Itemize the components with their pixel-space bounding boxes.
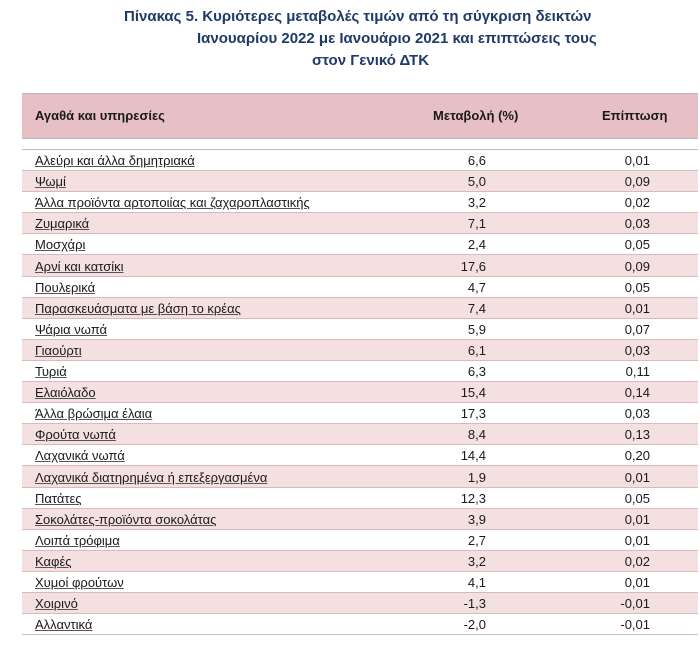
row-change-value: -2,0	[463, 617, 486, 633]
row-change-value: 1,9	[467, 469, 486, 485]
row-change-value: 8,4	[467, 427, 486, 443]
table-row	[22, 298, 698, 319]
row-effect-value: 0,14	[624, 385, 650, 401]
header-change-percent: Μεταβολή (%)	[433, 108, 519, 123]
table-row	[22, 572, 698, 593]
row-item-name: Άλλα προϊόντα αρτοποιίας και ζαχαροπλαστικής	[35, 195, 310, 211]
row-effect-value: 0,09	[624, 174, 650, 190]
row-change-value: 3,9	[467, 511, 486, 527]
header-spacer	[22, 139, 698, 150]
table-row	[22, 593, 698, 614]
row-change-value: 15,4	[460, 385, 486, 401]
row-item-name: Καφές	[35, 553, 72, 569]
row-change-value: 2,4	[467, 237, 486, 253]
table-row	[22, 382, 698, 403]
row-effect-value: -0,01	[620, 617, 650, 633]
table-row	[22, 255, 698, 276]
row-item-name: Πουλερικά	[35, 279, 96, 295]
table-row	[22, 171, 698, 192]
row-item-name: Ψωμί	[35, 174, 66, 190]
table-row	[22, 340, 698, 361]
table-row	[22, 213, 698, 234]
row-item-name: Χοιρινό	[35, 596, 78, 612]
row-effect-value: 0,01	[624, 300, 650, 316]
row-change-value: 7,4	[467, 300, 486, 316]
price-changes-table	[22, 93, 698, 635]
table-row	[22, 192, 698, 213]
row-item-name: Λαχανικά νωπά	[35, 448, 125, 464]
row-effect-value: 0,01	[624, 532, 650, 548]
row-item-name: Αλεύρι και άλλα δημητριακά	[35, 153, 195, 169]
row-effect-value: 0,03	[624, 406, 650, 422]
row-item-name: Άλλα βρώσιμα έλαια	[35, 406, 153, 422]
table-row	[22, 445, 698, 466]
header-goods-services: Αγαθά και υπηρεσίες	[35, 108, 165, 123]
table-row	[22, 361, 698, 382]
row-item-name: Παρασκευάσματα με βάση το κρέας	[35, 300, 241, 316]
row-item-name: Τυριά	[35, 364, 67, 380]
table-row	[22, 277, 698, 298]
header-effect: Επίπτωση	[602, 108, 668, 123]
row-change-value: 5,9	[467, 321, 486, 337]
table-row	[22, 466, 698, 487]
row-item-name: Ζυμαρικά	[35, 216, 90, 232]
row-effect-value: 0,01	[624, 511, 650, 527]
row-item-name: Ελαιόλαδο	[35, 385, 96, 401]
caption-line-2: Ιανουαρίου 2022 με Ιανουάριο 2021 και επιπτώσεις τους	[197, 30, 597, 47]
row-item-name: Αλλαντικά	[35, 617, 93, 633]
row-effect-value: 0,01	[624, 153, 650, 169]
row-effect-value: 0,05	[624, 490, 650, 506]
table-row	[22, 150, 698, 171]
row-effect-value: 0,01	[624, 574, 650, 590]
row-effect-value: 0,02	[624, 195, 650, 211]
table-row	[22, 551, 698, 572]
row-change-value: 7,1	[467, 216, 486, 232]
row-effect-value: -0,01	[620, 596, 650, 612]
table-row	[22, 530, 698, 551]
row-item-name: Χυμοί φρούτων	[35, 574, 124, 590]
caption-line-3: στον Γενικό ΔΤΚ	[312, 52, 430, 69]
row-effect-value: 0,01	[624, 469, 650, 485]
caption-line-1: Πίνακας 5. Κυριότερες μεταβολές τιμών από τη σύγκριση δεικτών	[124, 8, 592, 25]
row-item-name: Φρούτα νωπά	[35, 427, 116, 443]
row-effect-value: 0,05	[624, 279, 650, 295]
row-effect-value: 0,02	[624, 553, 650, 569]
table-row	[22, 424, 698, 445]
row-change-value: 5,0	[467, 174, 486, 190]
table-row	[22, 488, 698, 509]
row-item-name: Πατάτες	[35, 490, 82, 506]
row-change-value: 2,7	[467, 532, 486, 548]
row-change-value: 3,2	[467, 553, 486, 569]
row-effect-value: 0,09	[624, 258, 650, 274]
row-change-value: -1,3	[463, 596, 486, 612]
row-change-value: 17,6	[460, 258, 486, 274]
row-item-name: Μοσχάρι	[35, 237, 86, 253]
row-change-value: 4,1	[467, 574, 486, 590]
row-change-value: 14,4	[460, 448, 486, 464]
row-change-value: 3,2	[467, 195, 486, 211]
table-header	[22, 93, 698, 139]
row-item-name: Γιαούρτι	[35, 342, 82, 358]
table-row	[22, 234, 698, 255]
row-change-value: 6,1	[467, 342, 486, 358]
table-body	[22, 150, 698, 635]
row-item-name: Λοιπά τρόφιμα	[35, 532, 120, 548]
row-change-value: 6,3	[467, 364, 486, 380]
table-row	[22, 319, 698, 340]
row-item-name: Αρνί και κατσίκι	[35, 258, 124, 274]
row-change-value: 6,6	[467, 153, 486, 169]
table-row	[22, 403, 698, 424]
row-effect-value: 0,03	[624, 342, 650, 358]
row-change-value: 4,7	[467, 279, 486, 295]
row-effect-value: 0,05	[624, 237, 650, 253]
row-change-value: 12,3	[460, 490, 486, 506]
row-effect-value: 0,03	[624, 216, 650, 232]
row-effect-value: 0,07	[624, 321, 650, 337]
row-effect-value: 0,13	[624, 427, 650, 443]
row-effect-value: 0,20	[624, 448, 650, 464]
row-item-name: Σοκολάτες-προϊόντα σοκολάτας	[35, 511, 217, 527]
row-item-name: Ψάρια νωπά	[35, 321, 108, 337]
table-row	[22, 614, 698, 635]
row-item-name: Λαχανικά διατηρημένα ή επεξεργασμένα	[35, 469, 268, 485]
table-row	[22, 509, 698, 530]
row-effect-value: 0,11	[625, 364, 650, 380]
row-change-value: 17,3	[460, 406, 486, 422]
